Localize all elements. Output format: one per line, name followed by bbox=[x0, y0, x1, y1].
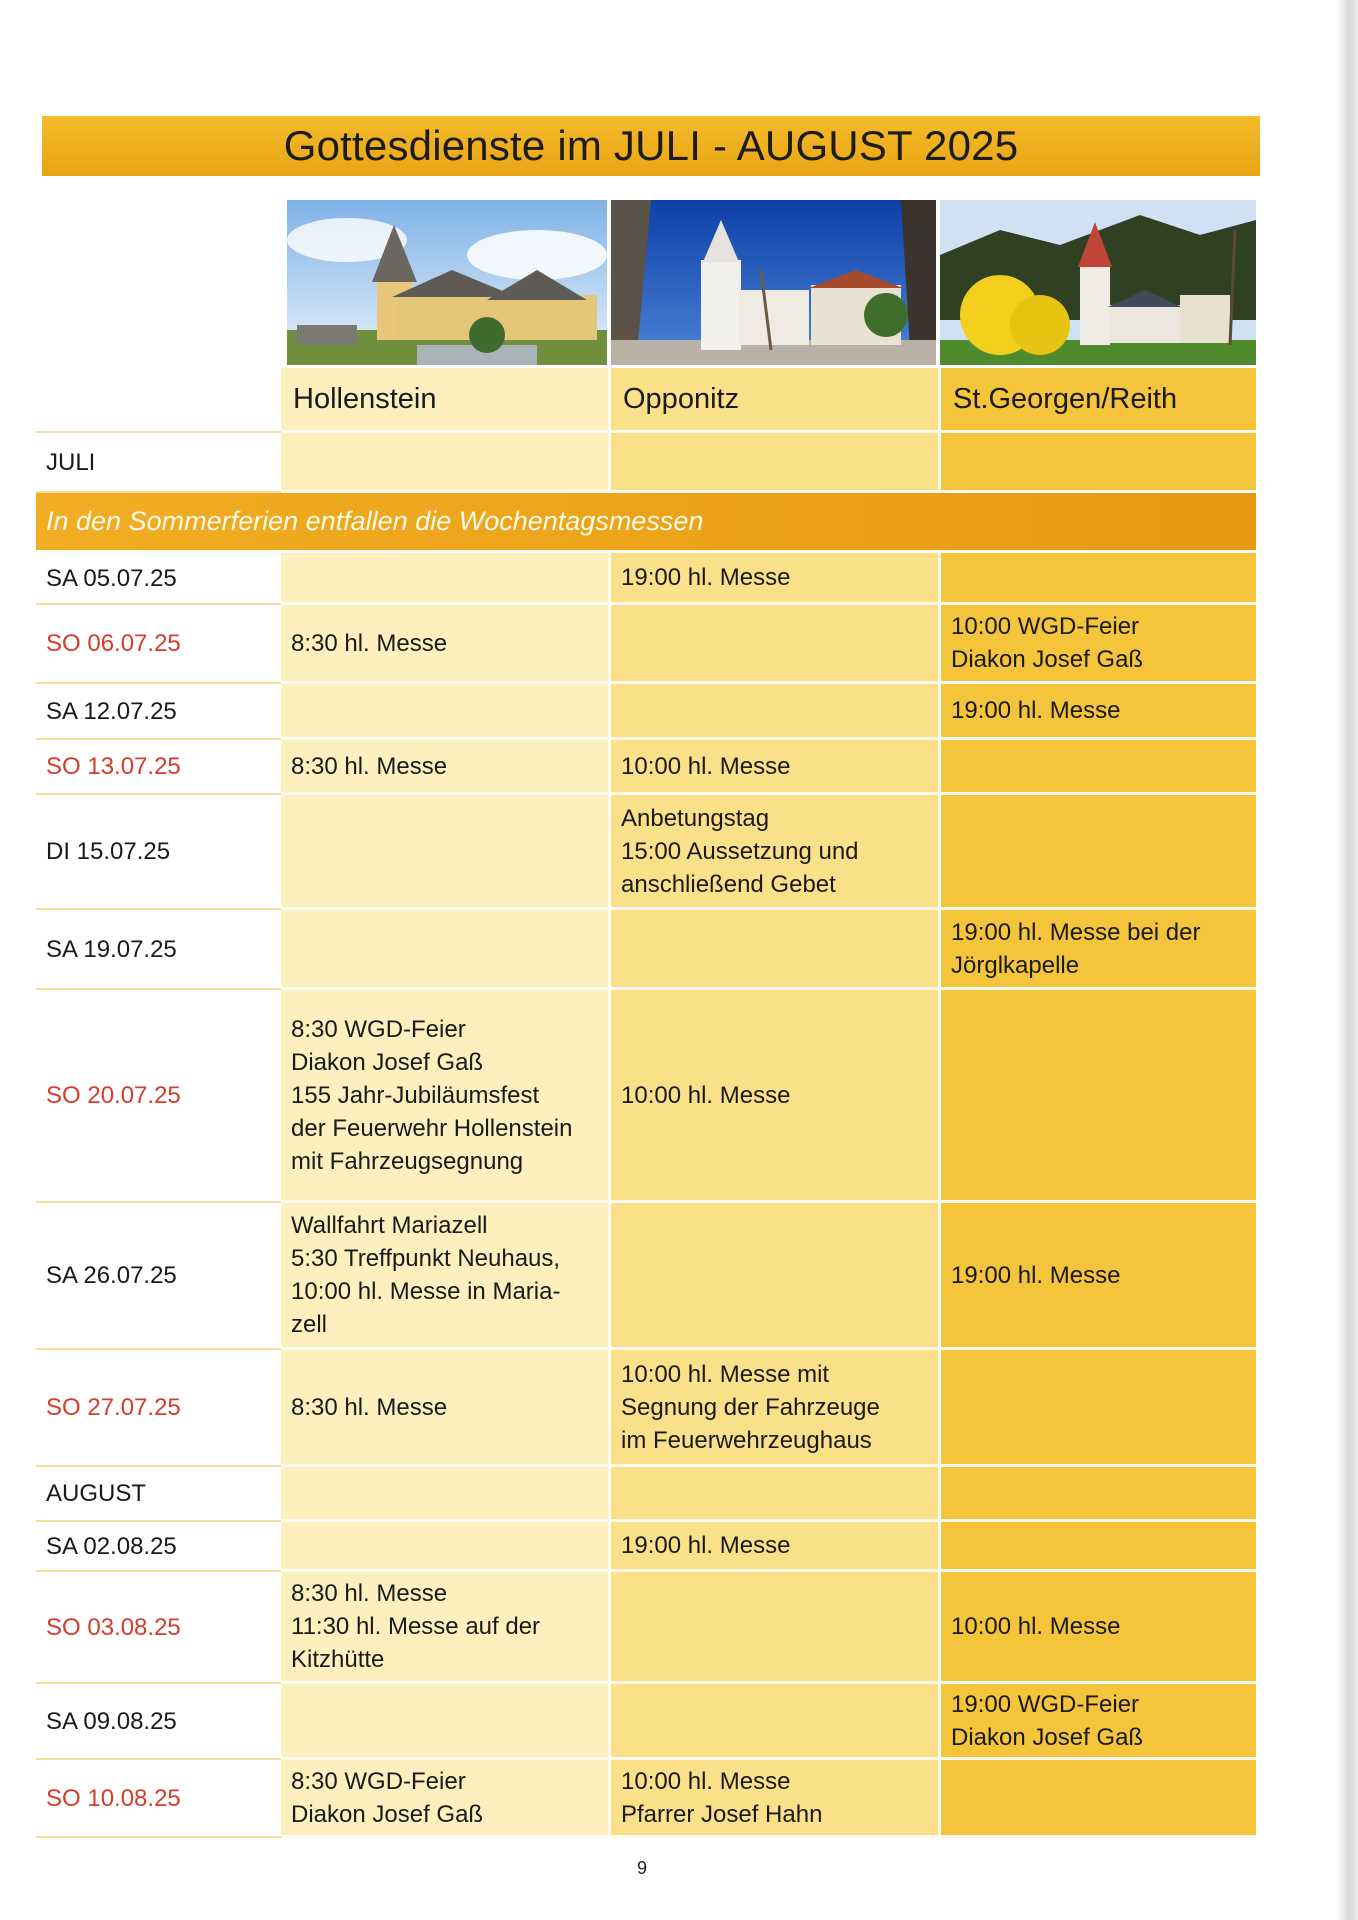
cell-opponitz bbox=[611, 1467, 941, 1522]
column-header-hollenstein: Hollenstein bbox=[281, 368, 611, 433]
cell-stgeorgen: 10:00 WGD-Feier Diakon Josef Gaß bbox=[941, 605, 1256, 684]
cell-opponitz bbox=[611, 433, 941, 493]
table-row bbox=[36, 990, 1256, 1203]
cell-opponitz bbox=[611, 1684, 941, 1760]
schedule-table bbox=[36, 368, 1256, 1838]
table-row bbox=[36, 1760, 1256, 1838]
photo-stgeorgen bbox=[940, 200, 1256, 365]
row-date: SO 27.07.25 bbox=[36, 1350, 281, 1467]
cell-opponitz: 10:00 hl. Messe bbox=[611, 990, 941, 1203]
row-date: SO 10.08.25 bbox=[36, 1760, 281, 1838]
row-date: SA 02.08.25 bbox=[36, 1522, 281, 1572]
table-row bbox=[36, 740, 1256, 795]
cell-stgeorgen bbox=[941, 1522, 1256, 1572]
cell-stgeorgen: 19:00 WGD-Feier Diakon Josef Gaß bbox=[941, 1684, 1256, 1760]
table-row bbox=[36, 795, 1256, 910]
page-title: Gottesdienste im JULI - AUGUST 2025 bbox=[42, 116, 1260, 176]
cell-stgeorgen bbox=[941, 795, 1256, 910]
page-number: 9 bbox=[636, 1858, 647, 1878]
cell-stgeorgen bbox=[941, 433, 1256, 493]
cell-stgeorgen bbox=[941, 990, 1256, 1203]
cell-hollenstein: 8:30 hl. Messe bbox=[281, 605, 611, 684]
church-photos bbox=[0, 200, 1358, 365]
church-photo-icon bbox=[287, 200, 607, 365]
cell-hollenstein bbox=[281, 433, 611, 493]
cell-hollenstein: 8:30 WGD-Feier Diakon Josef Gaß bbox=[281, 1760, 611, 1838]
summer-notice-banner: In den Sommerferien entfallen die Wochentagsmessen bbox=[36, 493, 1256, 553]
cell-stgeorgen bbox=[941, 1350, 1256, 1467]
photo-hollenstein bbox=[287, 200, 607, 365]
cell-hollenstein: 8:30 hl. Messe bbox=[281, 1350, 611, 1467]
cell-opponitz: 10:00 hl. Messe mit Segnung der Fahrzeuge im Feuerwehrzeughaus bbox=[611, 1350, 941, 1467]
cell-opponitz bbox=[611, 684, 941, 740]
month-row-juli bbox=[36, 433, 1256, 493]
table-row bbox=[36, 605, 1256, 684]
notice-row bbox=[36, 493, 1256, 553]
cell-opponitz bbox=[611, 1203, 941, 1350]
row-date: SO 13.07.25 bbox=[36, 740, 281, 795]
cell-stgeorgen bbox=[941, 740, 1256, 795]
cell-hollenstein: 8:30 WGD-Feier Diakon Josef Gaß 155 Jahr-Jubiläumsfest der Feuerwehr Hollenstein mit Fahrzeugsegnung bbox=[281, 990, 611, 1203]
cell-opponitz: Anbetungstag 15:00 Aussetzung und anschließend Gebet bbox=[611, 795, 941, 910]
row-date: SA 05.07.25 bbox=[36, 553, 281, 605]
row-date: SO 20.07.25 bbox=[36, 990, 281, 1203]
row-date: SA 19.07.25 bbox=[36, 910, 281, 990]
table-row bbox=[36, 910, 1256, 990]
table-row bbox=[36, 1572, 1256, 1684]
table-row bbox=[36, 1203, 1256, 1350]
cell-hollenstein bbox=[281, 553, 611, 605]
table-row bbox=[36, 553, 1256, 605]
month-row-august bbox=[36, 1467, 1256, 1522]
cell-hollenstein: Wallfahrt Mariazell 5:30 Treffpunkt Neuhaus, 10:00 hl. Messe in Maria- zell bbox=[281, 1203, 611, 1350]
cell-opponitz: 10:00 hl. Messe Pfarrer Josef Hahn bbox=[611, 1760, 941, 1838]
table-row bbox=[36, 1350, 1256, 1467]
cell-opponitz: 19:00 hl. Messe bbox=[611, 1522, 941, 1572]
cell-hollenstein bbox=[281, 1684, 611, 1760]
table-row bbox=[36, 684, 1256, 740]
cell-opponitz: 10:00 hl. Messe bbox=[611, 740, 941, 795]
row-date: SO 03.08.25 bbox=[36, 1572, 281, 1684]
table-row bbox=[36, 1522, 1256, 1572]
row-date: SO 06.07.25 bbox=[36, 605, 281, 684]
cell-stgeorgen: 19:00 hl. Messe bbox=[941, 684, 1256, 740]
column-header-opponitz: Opponitz bbox=[611, 368, 941, 433]
church-photo-icon bbox=[940, 200, 1256, 365]
cell-stgeorgen bbox=[941, 1760, 1256, 1838]
cell-stgeorgen: 19:00 hl. Messe bbox=[941, 1203, 1256, 1350]
cell-hollenstein bbox=[281, 795, 611, 910]
cell-opponitz: 19:00 hl. Messe bbox=[611, 553, 941, 605]
month-label: JULI bbox=[36, 433, 281, 493]
cell-hollenstein: 8:30 hl. Messe 11:30 hl. Messe auf der Kitzhütte bbox=[281, 1572, 611, 1684]
photo-opponitz bbox=[611, 200, 936, 365]
cell-stgeorgen bbox=[941, 553, 1256, 605]
cell-stgeorgen: 19:00 hl. Messe bei der Jörglkapelle bbox=[941, 910, 1256, 990]
cell-hollenstein bbox=[281, 1467, 611, 1522]
row-date: SA 26.07.25 bbox=[36, 1203, 281, 1350]
cell-opponitz bbox=[611, 910, 941, 990]
cell-hollenstein bbox=[281, 1522, 611, 1572]
cell-opponitz bbox=[611, 605, 941, 684]
month-label: AUGUST bbox=[36, 1467, 281, 1522]
cell-stgeorgen: 10:00 hl. Messe bbox=[941, 1572, 1256, 1684]
header-blank bbox=[36, 368, 281, 433]
cell-hollenstein bbox=[281, 910, 611, 990]
church-photo-icon bbox=[611, 200, 936, 365]
cell-hollenstein bbox=[281, 684, 611, 740]
cell-stgeorgen bbox=[941, 1467, 1256, 1522]
column-header-row bbox=[36, 368, 1256, 433]
row-date: SA 12.07.25 bbox=[36, 684, 281, 740]
cell-opponitz bbox=[611, 1572, 941, 1684]
table-row bbox=[36, 1684, 1256, 1760]
row-date: DI 15.07.25 bbox=[36, 795, 281, 910]
cell-hollenstein: 8:30 hl. Messe bbox=[281, 740, 611, 795]
column-header-stgeorgen: St.Georgen/Reith bbox=[941, 368, 1256, 433]
row-date: SA 09.08.25 bbox=[36, 1684, 281, 1760]
